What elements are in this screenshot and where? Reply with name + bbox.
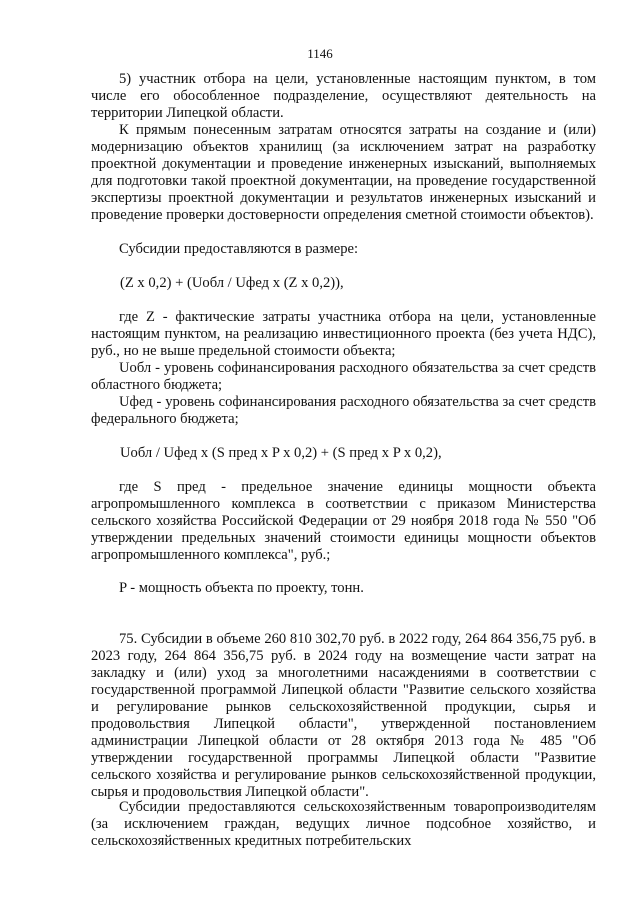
page-number: 1146 [307, 46, 333, 61]
paragraph-subsidy-recipients: Субсидии предоставляются сельскохозяйственным товаропроизводителям (за исключением граждан, ведущих личное подсобное хозяйство, и сельскохозяйственных кредитных потребительских [91, 799, 596, 849]
formula-subsidy: (Z х 0,2) + (Uобл / Uфед х (Z х 0,2)), [120, 275, 344, 291]
paragraph-z-definition: где Z - фактические затраты участника отбора на цели, установленные настоящим пунктом, на реализацию инвестиционного проекта (без учета НДС), руб., но не выше предельной стоимости объекта; [91, 309, 596, 359]
paragraph-participant-territory: 5) участник отбора на цели, установленные настоящим пунктом, в том числе его обособленное подразделение, осуществляют деятельность на территории Липецкой области. [91, 71, 596, 121]
paragraph-uobl-definition: Uобл - уровень софинансирования расходного обязательства за счет средств областного бюджета; [91, 360, 596, 393]
formula-max-subsidy: Uобл / Uфед х (S пред х P х 0,2) + (S пред х P х 0,2), [120, 445, 442, 461]
paragraph-p-definition: P - мощность объекта по проекту, тонн. [119, 580, 364, 596]
paragraph-item-75: 75. Субсидии в объеме 260 810 302,70 руб. в 2022 году, 264 864 356,75 руб. в 2023 году, 264 864 356,75 руб. в 2024 году на возмещение части затрат на закладку и (или) уход за многолетними насаждениями в соответствии с государственной программой Липецкой области "Развитие сельского хозяйства и регулирование рынков сельскохозяйственной продукции, сырья и продовольствия Липецкой области", утвержденной постановлением администрации Липецкой области от 28 октября 2013 года № 485 "Об утверждении государственной программы Липецкой области "Развитие сельского хозяйства и регулирование рынков сельскохозяйственной продукции, сырья и продовольствия Липецкой области". [91, 631, 596, 800]
paragraph-s-pred-definition: где S пред - предельное значение единицы мощности объекта агропромышленного комплекса в соответствии с приказом Министерства сельского хозяйства Российской Федерации от 29 ноября 2018 года № 550 "Об утверждении предельных значений стоимости единицы мощности объектов агропромышленного комплекса", руб.; [91, 479, 596, 563]
paragraph-ufed-definition: Uфед - уровень софинансирования расходного обязательства за счет средств федерального бюджета; [91, 394, 596, 427]
paragraph-subsidy-amount: Субсидии предоставляются в размере: [119, 241, 359, 257]
paragraph-direct-costs: К прямым понесенным затратам относятся затраты на создание и (или) модернизацию объектов хранилищ (за исключением затрат на разработку проектной документации и проведение инженерных изысканий, выполняемых для подготовки такой проектной документации, на проведение государственной экспертизы проектной документации и результатов инженерных изысканий и проведение проверки достоверности определения сметной стоимости объектов). [91, 122, 596, 223]
